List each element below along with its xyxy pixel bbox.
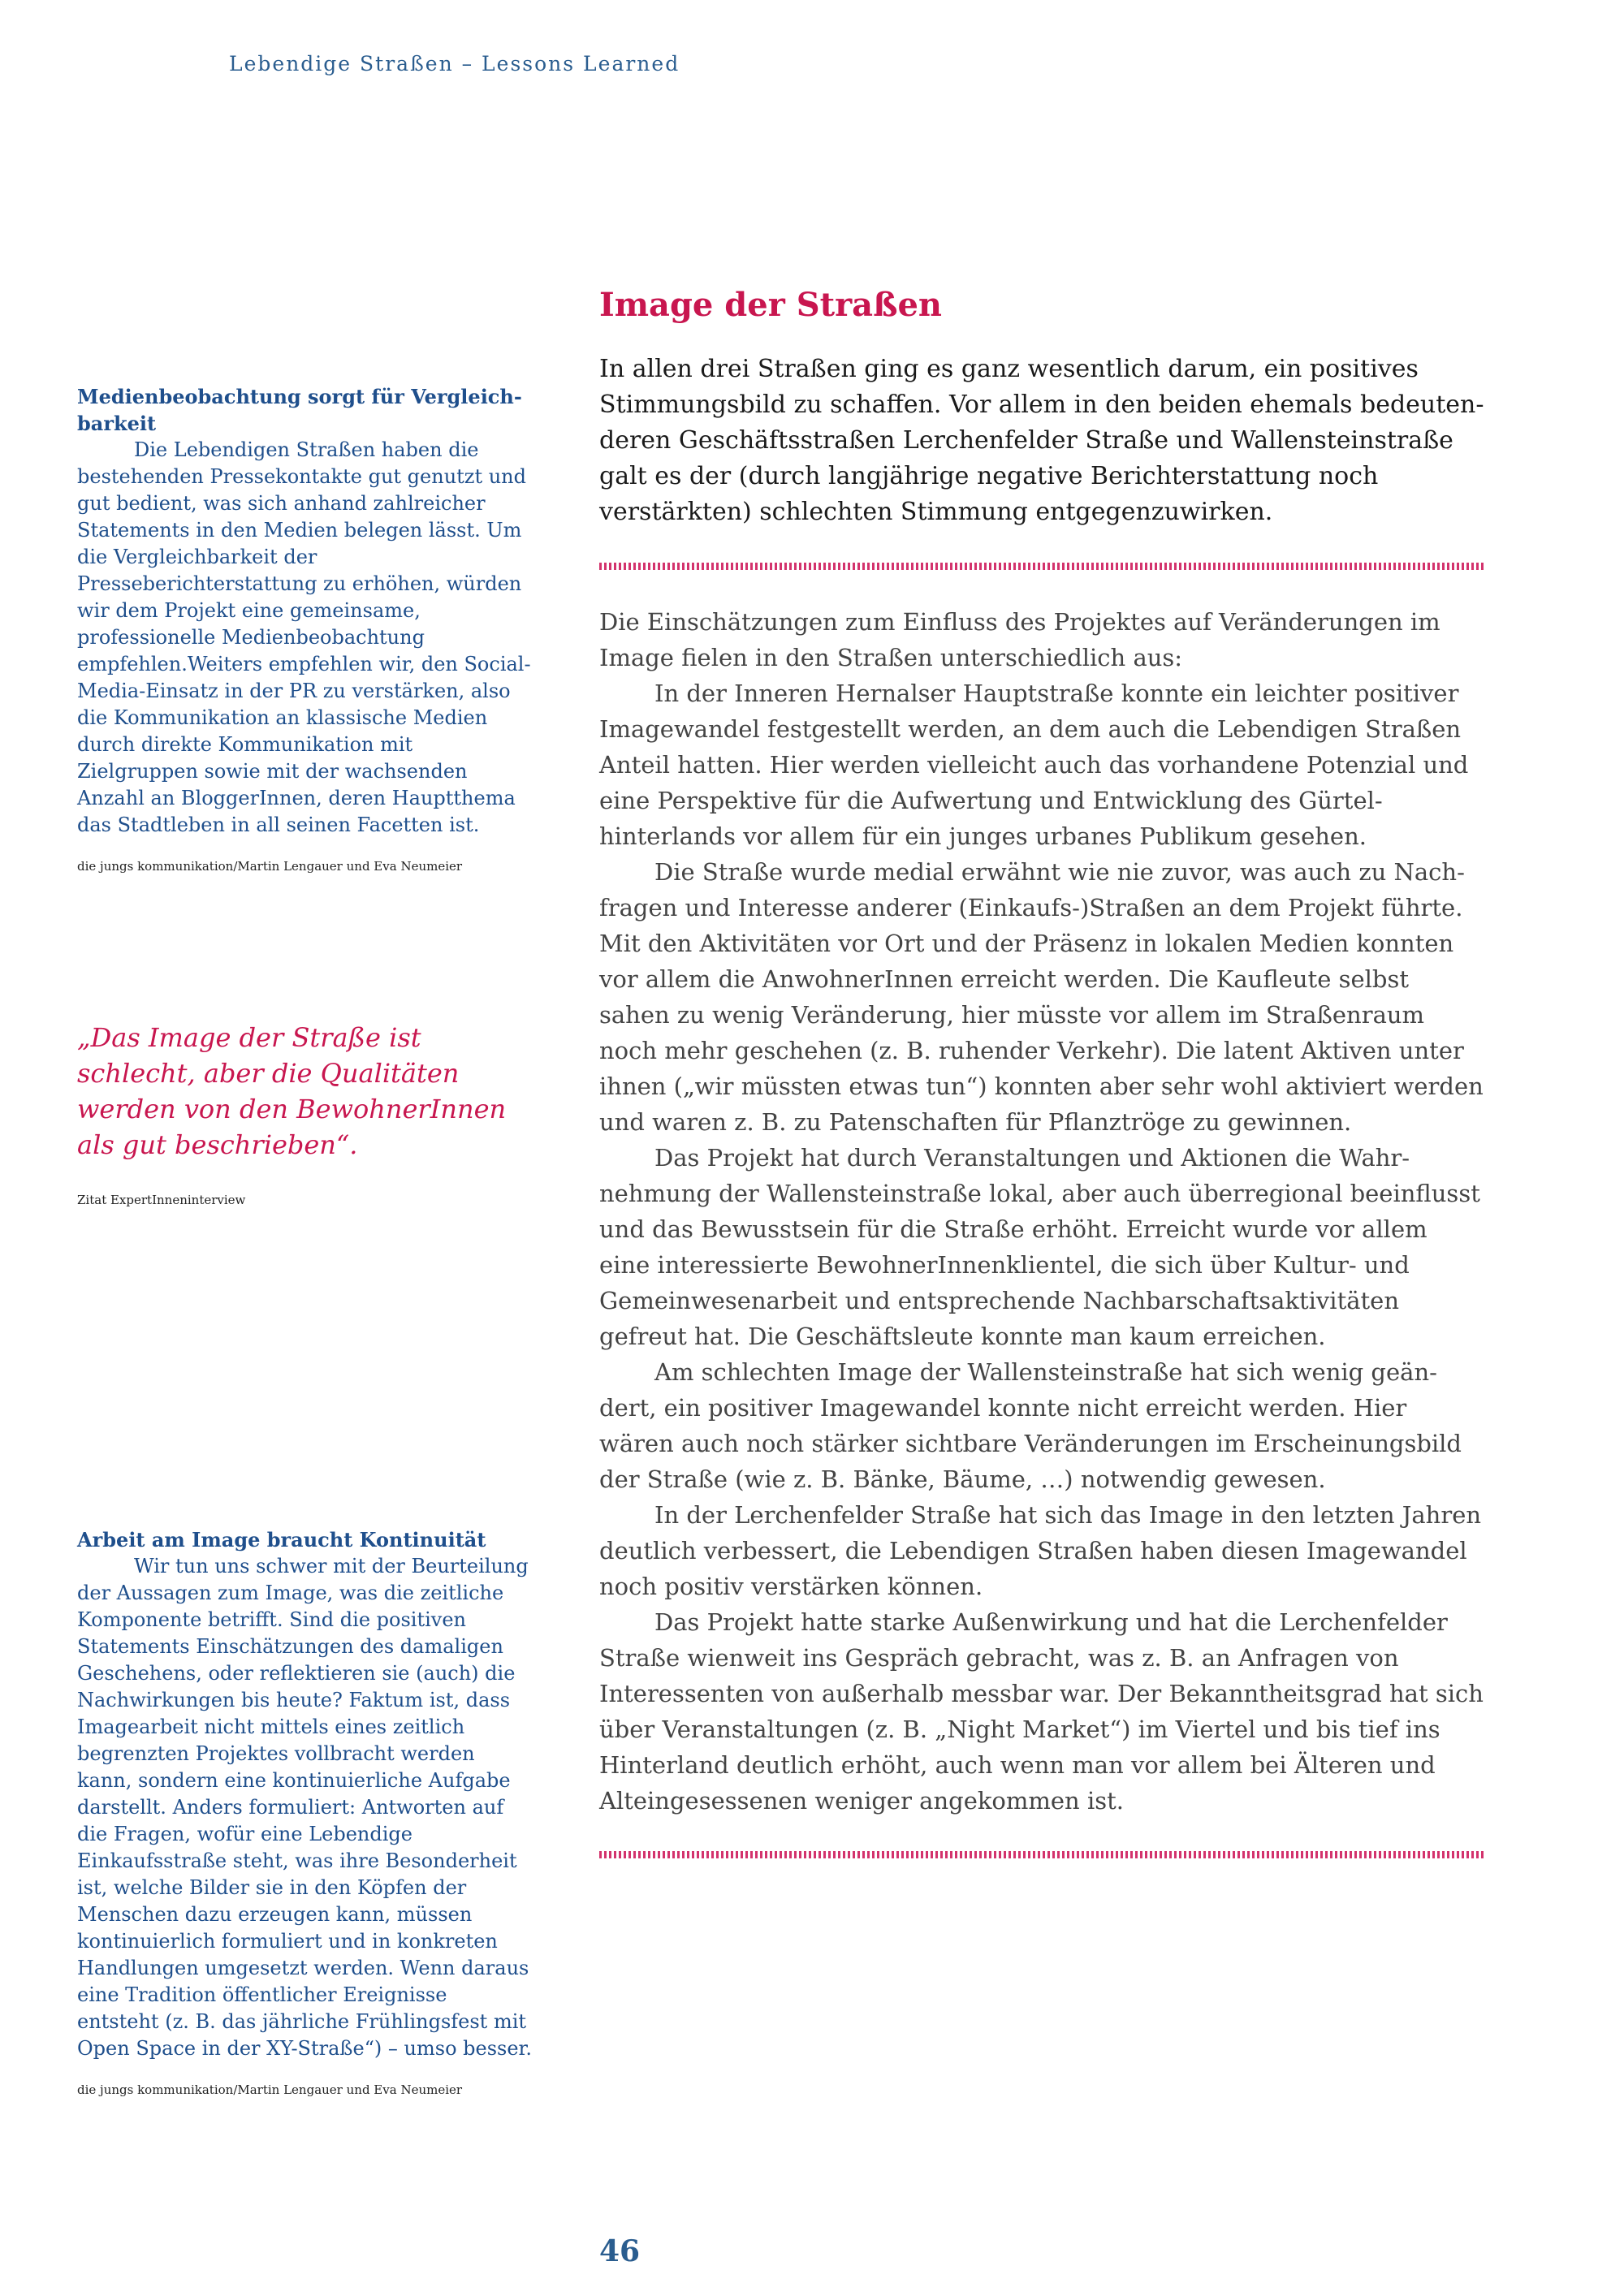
body-paragraph: Die Straße wurde medial erwähnt wie nie zuvor, was auch zu Nachfragen und Interesse anderer (Einkaufs-)Straßen an dem Projekt führte. Mit den Aktivitäten vor Ort und der Präsenz in lokalen Medien konnten vor allem die AnwohnerInnen erreicht werden. Die Kaufleute selbst sahen zu wenig Veränderung, hier müsste vor allem im Straßenraum noch mehr geschehen (z. B. ruhender Verkehr). Die latent Aktiven unter ihnen („wir müssten etwas tun“) konnten aber sehr wohl aktiviert werden und waren z. B. zu Patenschaften für Pflanztröge zu gewinnen. [599, 858, 1484, 1136]
page-number: 46 [599, 2234, 641, 2268]
lead-paragraph: In allen drei Straßen ging es ganz wesentlich darum, ein positives Stimmungsbild zu schaffen. Vor allem in den beiden ehemals bedeutenderen Geschäftsstraßen Lerchenfelder Straße und Wallensteinstraße galt es der (durch langjährige negative Berichterstattung noch verstärkten) schlechten Stimmung entgegenzuwirken. [599, 355, 1484, 526]
sidebar-box-media-monitoring [77, 383, 532, 880]
sidebar-box-source: die jungs kommunikation/Martin Lengauer und Eva Neumeier [77, 859, 463, 874]
sidebar-box-text: Die Lebendigen Straßen haben die bestehenden Pressekontakte gut genutzt und gut bedient, was sich anhand zahlreicher Statements in den Medien belegen lässt. Um die Vergleichbarkeit der Presseberichterstattung zu erhöhen, würden wir dem Projekt eine gemeinsame, professionelle Medienbeobachtung empfehlen.Weiters empfehlen wir, den Social-Media-Einsatz in der PR zu verstärken, also die Kommunikation an klassische Medien durch direkte Kommunikation mit Zielgruppen sowie mit der wachsenden Anzahl an BloggerInnen, deren Hauptthema das Stadtleben in all seinen Facetten ist. [77, 438, 531, 836]
body-paragraph: Am schlechten Image der Wallensteinstraße hat sich wenig geändert, ein positiver Imagewandel konnte nicht erreicht werden. Hier wären auch noch stärker sichtbare Veränderungen im Erscheinungsbild der Straße (wie z. B. Bänke, Bäume, …) notwendig gewesen. [599, 1358, 1462, 1493]
running-head: Lebendige Straßen – Lessons Learned [229, 52, 680, 76]
sidebar-box-source: die jungs kommunikation/Martin Lengauer und Eva Neumeier [77, 2082, 463, 2097]
body-paragraph: Das Projekt hat durch Veranstaltungen und Aktionen die Wahrnehmung der Wallensteinstraße lokal, aber auch überregional beeinflusst und das Bewusstsein für die Straße erhöht. Erreicht wurde vor allem eine interessierte BewohnerInnenklientel, die sich über Kultur- und Gemeinwesenarbeit und entsprechende Nachbarschaftsaktivitäten gefreut hat. Die Geschäftsleute konnte man kaum erreichen. [599, 1144, 1480, 1350]
pull-quote-source: Zitat ExpertInneninterview [77, 1193, 246, 1207]
sidebar-box-text: Wir tun uns schwer mit der Beurteilung der Aussagen zum Image, was die zeitliche Komponente betrifft. Sind die positiven Statements Einschätzungen des damaligen Geschehens, oder reflektieren sie (auch) die Nachwirkungen bis heute? Faktum ist, dass Imagearbeit nicht mittels eines zeitlich begrenzten Projektes vollbracht werden kann, sondern eine kontinuierliche Aufgabe darstellt. Anders formuliert: Antworten auf die Fragen, wofür eine Lebendige Einkaufsstraße steht, was ihre Besonderheit ist, welche Bilder sie in den Köpfen der Menschen dazu erzeugen kann, müssen kontinuierlich formuliert und in konkreten Handlungen umgesetzt werden. Wenn daraus eine Tradition öffentlicher Ereignisse entsteht (z. B. das jährliche Frühlingsfest mit Open Space in der XY-Straße“) – umso besser. [77, 1555, 533, 2060]
body-paragraph: Das Projekt hatte starke Außenwirkung und hat die Lerchenfelder Straße wienweit ins Gespräch gebracht, was z. B. an Anfragen von Interessenten von außerhalb messbar war. Der Bekanntheitsgrad hat sich über Veranstaltungen (z. B. „Night Market“) im Viertel und bis tief ins Hinterland deutlich erhöht, auch wenn man vor allem bei Älteren und Alteingesessenen weniger angekommen ist. [599, 1608, 1484, 1815]
body-paragraph: In der Inneren Hernalser Hauptstraße konnte ein leichter positiver Imagewandel festgestellt werden, an dem auch die Lebendigen Straßen Anteil hatten. Hier werden vielleicht auch das vorhandene Potenzial und eine Perspektive für die Aufwertung und Entwicklung des Gürtelhinterlands vor allem für ein junges urbanes Publikum gesehen. [599, 680, 1469, 850]
body-paragraph: Die Einschätzungen zum Einfluss des Projektes auf Veränderungen im Image fielen in den Straßen unterschiedlich aus: [599, 608, 1440, 671]
main-column [599, 286, 1484, 1892]
dotted-divider [599, 1851, 1484, 1858]
section-title: Image der Straßen [599, 286, 942, 324]
pull-quote-text: „Das Image der Straße ist schlecht, aber die Qualitäten werden von den BewohnerInnen als gut beschrieben“. [77, 1022, 507, 1160]
sidebar-box-image-continuity [77, 1526, 532, 2104]
dotted-divider [599, 563, 1484, 570]
body-paragraph: In der Lerchenfelder Straße hat sich das Image in den letzten Jahren deutlich verbessert, die Lebendigen Straßen haben diesen Imagewandel noch positiv verstärken können. [599, 1501, 1482, 1600]
sidebar-box-heading: Medienbeobachtung sorgt für Vergleich- barkeit [77, 385, 522, 435]
sidebar-box-heading: Arbeit am Image braucht Kontinuität [77, 1528, 486, 1552]
body-text [599, 604, 1484, 1819]
pull-quote [77, 1020, 532, 1218]
